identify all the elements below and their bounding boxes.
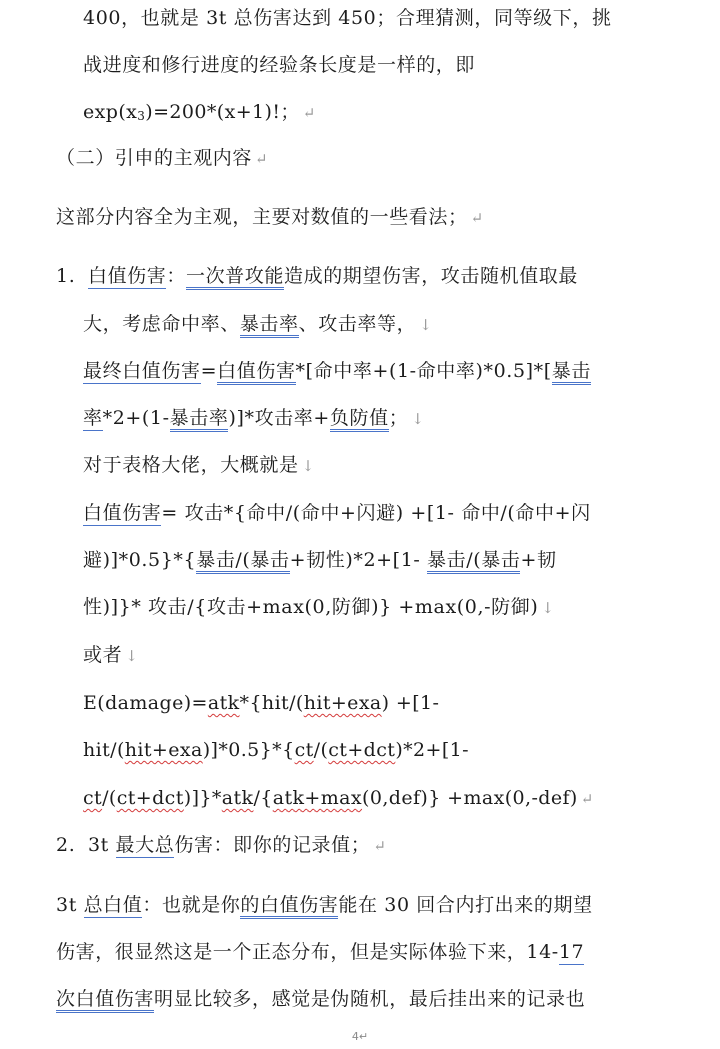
formula-line [83, 594, 555, 621]
formula-line [83, 547, 557, 573]
text: +韧性)*2+[1- [289, 549, 428, 571]
text: +韧 [520, 549, 557, 571]
term-link[interactable]: 暴击/(暴击 [196, 549, 289, 574]
spell-flag: hit+exa [124, 739, 203, 761]
text: 、攻击率等， [298, 313, 417, 335]
or-line [83, 642, 138, 669]
term-link[interactable]: 17 [558, 941, 585, 963]
text: 这部分内容全为主观，主要对数值的一些看法； [56, 206, 468, 228]
term-link[interactable]: 的白值伤害 [240, 894, 338, 919]
line-break-icon: ↓ [301, 457, 315, 475]
paragraph-line [83, 52, 475, 78]
term-link[interactable]: 暴击/(暴击 [427, 549, 520, 574]
spell-flag: atk [221, 787, 254, 809]
text: 400，也就是 3t 总伤害达到 450；合理猜测，同等级下，挑 [83, 7, 612, 29]
spell-flag: ct+dct [328, 739, 396, 761]
text: *{hit/( [239, 692, 304, 714]
text: /{ [253, 787, 273, 809]
text: 造成的期望伤害，攻击随机值取最 [284, 265, 579, 287]
term-link[interactable]: 次白值伤害 [56, 988, 154, 1013]
paragraph-mark-icon: ↵ [302, 104, 316, 122]
term-link[interactable]: 率 [83, 407, 103, 429]
list-number: 1. [56, 265, 76, 287]
text: 或者 [83, 644, 123, 666]
spell-flag: ct [294, 739, 314, 761]
formula-line [83, 500, 591, 526]
text: (0,def)} +max(0,-def) [362, 787, 578, 809]
line-break-icon: ↓ [125, 647, 139, 665]
text: /( [313, 739, 329, 761]
paragraph-mark-icon: ↵ [358, 1030, 369, 1043]
text: 3t [87, 834, 116, 856]
text: *[命中率+(1-命中率)*0.5]*[ [295, 360, 552, 382]
text: )*2+[1- [395, 739, 469, 761]
term-link[interactable]: 白值伤害 [87, 265, 167, 287]
term-link[interactable]: 暴击 [552, 360, 591, 385]
text: exp(x [83, 101, 138, 123]
paragraph-line [56, 939, 584, 965]
subscript: 3 [137, 109, 146, 123]
text: *2+(1- [102, 407, 170, 429]
term-link[interactable]: 白值伤害 [217, 360, 295, 385]
spell-flag: ct [83, 787, 103, 809]
text: E(damage)= [83, 692, 208, 714]
term-link[interactable]: 总白值 [83, 894, 143, 916]
text: /( [102, 787, 117, 809]
text: ： [166, 265, 186, 287]
section-heading [56, 145, 268, 172]
paragraph-mark-icon: ↵ [580, 790, 594, 808]
text: 战进度和修行进度的经验条长度是一样的，即 [83, 54, 476, 76]
intro-paragraph [56, 204, 484, 231]
term-link[interactable]: 最大总 [115, 834, 175, 856]
text: )]}* [183, 787, 222, 809]
term-link[interactable]: 最终白值伤害 [83, 360, 201, 382]
paragraph-mark-icon: ↵ [255, 150, 269, 168]
text: 3t [56, 894, 84, 916]
term-link[interactable]: 暴击率 [170, 407, 229, 432]
text: ：也就是你 [142, 894, 241, 916]
text: 大，考虑命中率、 [83, 313, 240, 335]
spell-flag: atk [207, 692, 240, 714]
text: 性)]}* 攻击/{攻击+max(0,防御)} +max(0,-防御) [83, 596, 539, 618]
text: ) +[1- [381, 692, 440, 714]
text: )]*攻击率+ [228, 407, 330, 429]
line-break-icon: ↓ [419, 316, 433, 334]
line-break-icon: ↓ [541, 599, 555, 617]
heading-text: （二）引申的主观内容 [56, 147, 253, 169]
formula-line [83, 737, 469, 763]
paragraph-mark-icon: ↵ [373, 837, 387, 855]
list-item-line [83, 311, 432, 338]
line-break-icon: ↓ [411, 410, 425, 428]
text: )]*0.5}*{ [202, 739, 295, 761]
text: 明显比较多，感觉是伪随机，最后挂出来的记录也 [154, 988, 586, 1010]
term-link[interactable]: 负防值 [330, 407, 389, 432]
text: )=200*(x+1)!； [145, 101, 300, 123]
text: ； [388, 407, 409, 429]
formula-line [83, 690, 439, 716]
term-link[interactable]: 暴击率 [240, 313, 299, 338]
formula-line [83, 358, 591, 384]
text: 伤害：即你的记录值； [174, 834, 371, 856]
text: 能在 30 回合内打出来的期望 [338, 894, 593, 916]
text: = [200, 360, 218, 382]
text: = 攻击*{命中/(命中+闪避) +[1- 命中/(命中+闪 [161, 502, 591, 524]
spell-flag: ct+dct [116, 787, 184, 809]
paragraph-line [56, 892, 593, 918]
formula-line [83, 785, 594, 812]
spell-flag: atk+max [272, 787, 363, 809]
text: 伤害，很显然这是一个正态分布，但是实际体验下来，14- [56, 941, 559, 963]
list-item-1 [56, 263, 578, 289]
page-number-text: 4 [351, 1030, 359, 1043]
formula-line [83, 99, 316, 129]
list-item-2 [56, 832, 387, 859]
term-link[interactable]: 一次普攻能 [186, 265, 284, 290]
paragraph-line [83, 5, 612, 31]
page-number [0, 1030, 720, 1043]
formula-line [83, 405, 425, 432]
list-number: 2. [56, 834, 76, 856]
paragraph-line [56, 986, 585, 1012]
text: 避)]*0.5}*{ [83, 549, 197, 571]
spell-flag: hit+exa [303, 692, 382, 714]
text: hit/( [83, 739, 125, 761]
note-line [83, 452, 315, 479]
text: 对于表格大佬，大概就是 [83, 454, 299, 476]
paragraph-mark-icon: ↵ [470, 209, 484, 227]
term-link[interactable]: 白值伤害 [83, 502, 162, 524]
